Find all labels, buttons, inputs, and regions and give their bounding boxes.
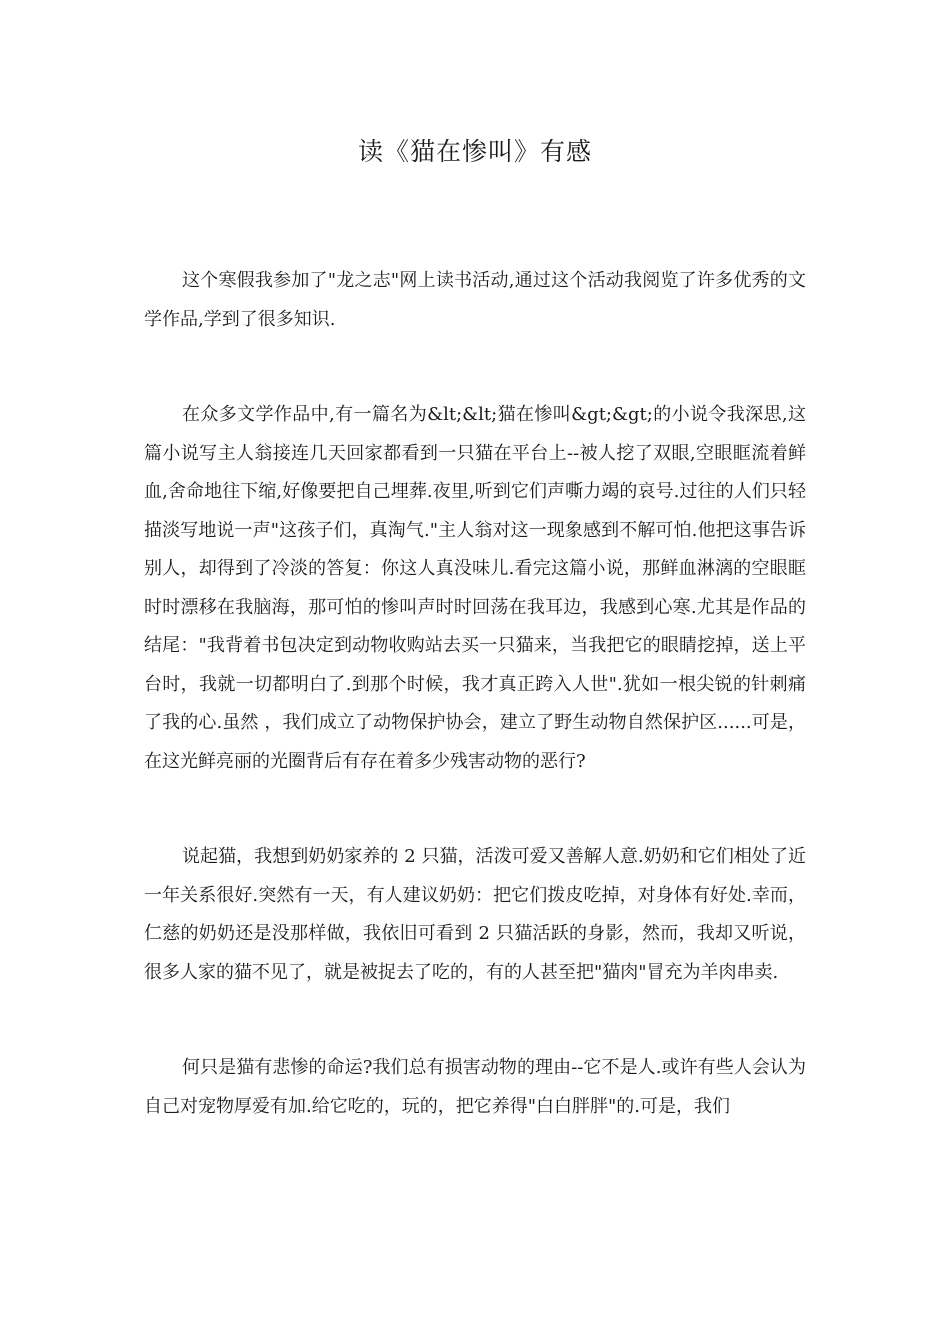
paragraph-2: 在众多文学作品中,有一篇名为&lt;&lt;猫在惨叫&gt;&gt;的小说令我深思,这篇小说写主人翁接连几天回家都看到一只猫在平台上--被人挖了双眼,空眼眶流着鲜血,舍命地往下缩,好像要把自己埋葬.夜里,听到它们声嘶力竭的哀号.过往的人们只轻描淡写地说一声"这孩子们，真淘气."主人翁对这一现象感到不解可怕.他把这事告诉别人，却得到了冷淡的答复：你这人真没味儿.看完这篇小说，那鲜血淋漓的空眼眶时时漂移在我脑海，那可怕的惨叫声时时回荡在我耳边，我感到心寒.尤其是作品的结尾："我背着书包决定到动物收购站去买一只猫来，当我把它的眼睛挖掉，送上平台时，我就一切都明白了.到那个时候，我才真正跨入人世".犹如一根尖锐的针刺痛了我的心.虽然 ，我们成立了动物保护协会，建立了野生动物自然保护区......可是，在这光鲜亮丽的光圈背后有存在着多少残害动物的恶行? <box>144 404 806 772</box>
document-title: 读《猫在惨叫》有感 <box>357 137 592 166</box>
paragraph-1: 这个寒假我参加了"龙之志"网上读书活动,通过这个活动我阅览了许多优秀的文学作品,学到了很多知识. <box>144 270 806 330</box>
paragraph-4: 何只是猫有悲惨的命运?我们总有损害动物的理由--它不是人.或许有些人会认为自己对宠物厚爱有加.给它吃的，玩的，把它养得"白白胖胖"的.可是，我们 <box>144 1057 806 1117</box>
paragraph-3: 说起猫，我想到奶奶家养的 2 只猫，活泼可爱又善解人意.奶奶和它们相处了近一年关系很好.突然有一天，有人建议奶奶：把它们拨皮吃掉，对身体有好处.幸而，仁慈的奶奶还是没那样做，我依旧可看到 2 只猫活跃的身影，然而，我却又听说，很多人家的猫不见了，就是被捉去了吃的，有的人甚至把"猫肉"冒充为羊肉串卖. <box>144 846 806 983</box>
document-body <box>144 262 806 1183</box>
